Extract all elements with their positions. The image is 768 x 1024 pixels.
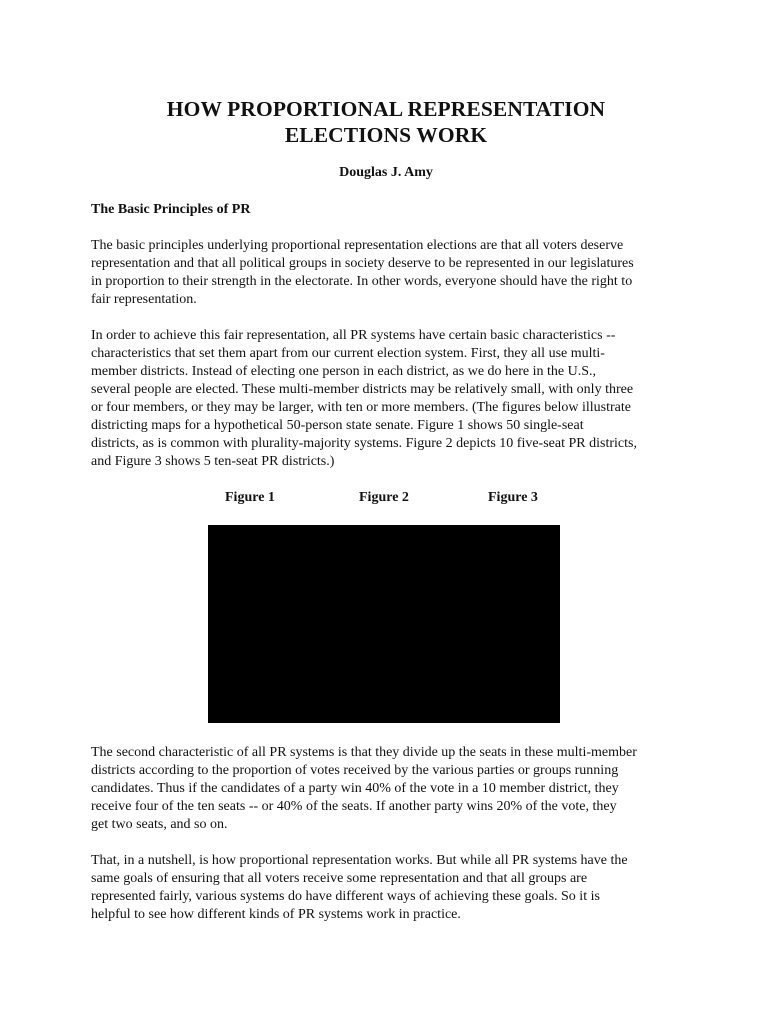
paragraph-line: get two seats, and so on.	[91, 817, 228, 832]
figures-image	[208, 525, 560, 723]
section-heading: The Basic Principles of PR	[91, 202, 251, 217]
figure-2-label: Figure 2	[359, 490, 409, 505]
paragraph-line: characteristics that set them apart from our current election system. First, they all use multi-	[91, 346, 605, 361]
paragraph-line: representation and that all political groups in society deserve to be represented in our legislatures	[91, 256, 634, 271]
figure-3-label: Figure 3	[488, 490, 538, 505]
title-line-1: HOW PROPORTIONAL REPRESENTATION	[166, 97, 606, 121]
paragraph-line: That, in a nutshell, is how proportional representation works. But while all PR systems have the	[91, 853, 628, 868]
paragraph-line: in proportion to their strength in the electorate. In other words, everyone should have the right to	[91, 274, 633, 289]
paragraph-line: receive four of the ten seats -- or 40% of the seats. If another party wins 20% of the vote, they	[91, 799, 617, 814]
paragraph-line: represented fairly, various systems do have different ways of achieving these goals. So it is	[91, 889, 600, 904]
author-name: Douglas J. Amy	[339, 165, 433, 180]
paragraph-line: districting maps for a hypothetical 50-person state senate. Figure 1 shows 50 single-seat	[91, 418, 584, 433]
paragraph-line: districts, as is common with plurality-majority systems. Figure 2 depicts 10 five-seat PR districts,	[91, 436, 637, 451]
paragraph-line: same goals of ensuring that all voters receive some representation and that all groups are	[91, 871, 588, 886]
figure-1-label: Figure 1	[225, 490, 275, 505]
paragraph-line: The basic principles underlying proportional representation elections are that all voters deserve	[91, 238, 624, 253]
title-line-2: ELECTIONS WORK	[284, 123, 488, 147]
paragraph-line: The second characteristic of all PR systems is that they divide up the seats in these multi-member	[91, 745, 637, 760]
paragraph-3	[91, 744, 681, 834]
paragraph-line: candidates. Thus if the candidates of a party win 40% of the vote in a 10 member district, they	[91, 781, 619, 796]
document-title	[91, 96, 681, 148]
paragraph-1	[91, 237, 681, 309]
paragraph-line: districts according to the proportion of votes received by the various parties or groups running	[91, 763, 619, 778]
paragraph-line: helpful to see how different kinds of PR systems work in practice.	[91, 907, 461, 922]
paragraph-line: In order to achieve this fair representation, all PR systems have certain basic characteristics --	[91, 328, 616, 343]
document-page	[91, 96, 681, 924]
paragraph-line: several people are elected. These multi-member districts may be relatively small, with only three	[91, 382, 634, 397]
figure-labels	[91, 489, 681, 507]
paragraph-line: member districts. Instead of electing one person in each district, as we do here in the U.S.,	[91, 364, 597, 379]
paragraph-4	[91, 852, 681, 924]
paragraph-line: fair representation.	[91, 292, 197, 307]
paragraph-2	[91, 327, 681, 471]
paragraph-line: and Figure 3 shows 5 ten-seat PR districts.)	[91, 454, 335, 469]
paragraph-line: or four members, or they may be larger, with ten or more members. (The figures below illustrate	[91, 400, 631, 415]
